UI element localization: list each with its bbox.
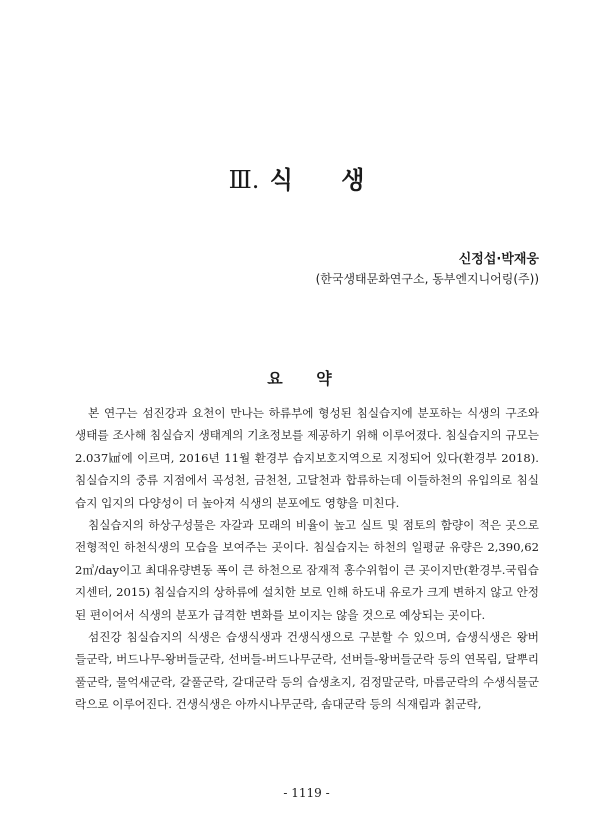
chapter-title [0, 160, 613, 195]
authors: 신정섭·박재웅 [458, 252, 539, 267]
chapter-title-text: 식 생 [269, 166, 385, 194]
summary-paragraph: 섬진강 침실습지의 식생은 습생식생과 건생식생으로 구분할 수 있으며, 습생식생은 왕버들군락, 버드나무-왕버들군락, 선버들-버드나무군락, 선버들-왕버들군락 등의 연목림, 달뿌리풀군락, 물억새군락, 갈풀군락, 갈대군락 등의 습생초지, 검정말군락, 마름군락의 수생식물군락으로 이루어진다. 건생식생은 아까시나무군락, 솜대군락 등의 식재림과 칡군락, [75, 630, 539, 712]
summary-body [75, 402, 539, 716]
chapter-numeral: Ⅲ. [228, 166, 260, 194]
summary-paragraph: 침실습지의 하상구성물은 자갈과 모래의 비율이 높고 실트 및 점토의 함량이 적은 곳으로 전형적인 하천식생의 모습을 보여주는 곳이다. 침실습지는 하천의 일평균 유량은 2,390,622㎥/day이고 최대유량변동 폭이 큰 하천으로 잠재적 홍수위험이 큰 곳이지만(환경부.국립습지센터, 2015) 침실습지의 상하류에 설치한 보로 인해 하도내 유로가 크게 변하지 않고 안정된 편이어서 식생의 분포가 급격한 변화를 보이지는 않을 것으로 예상되는 곳이다. [75, 518, 539, 622]
affiliation: (한국생태문화연구소, 동부엔지니어링(주)) [315, 272, 539, 286]
summary-heading: 요 약 [267, 369, 346, 388]
page-number: - 1119 - [283, 786, 330, 800]
summary-paragraph: 본 연구는 섬진강과 요천이 만나는 하류부에 형성된 침실습지에 분포하는 식생의 구조와 생태를 조사해 침실습지 생태계의 기초정보를 제공하기 위해 이루어졌다. 침실습지의 규모는 2.037㎢에 이르며, 2016년 11월 환경부 습지보호지역으로 지정되어 있다(환경부 2018). 침실습지의 중류 지점에서 곡성천, 금천천, 고달천과 합류하는데 이들하천의 유입의로 침실습지 입지의 다양성이 더 높아져 식생의 분포에도 영향을 미친다. [75, 406, 539, 510]
